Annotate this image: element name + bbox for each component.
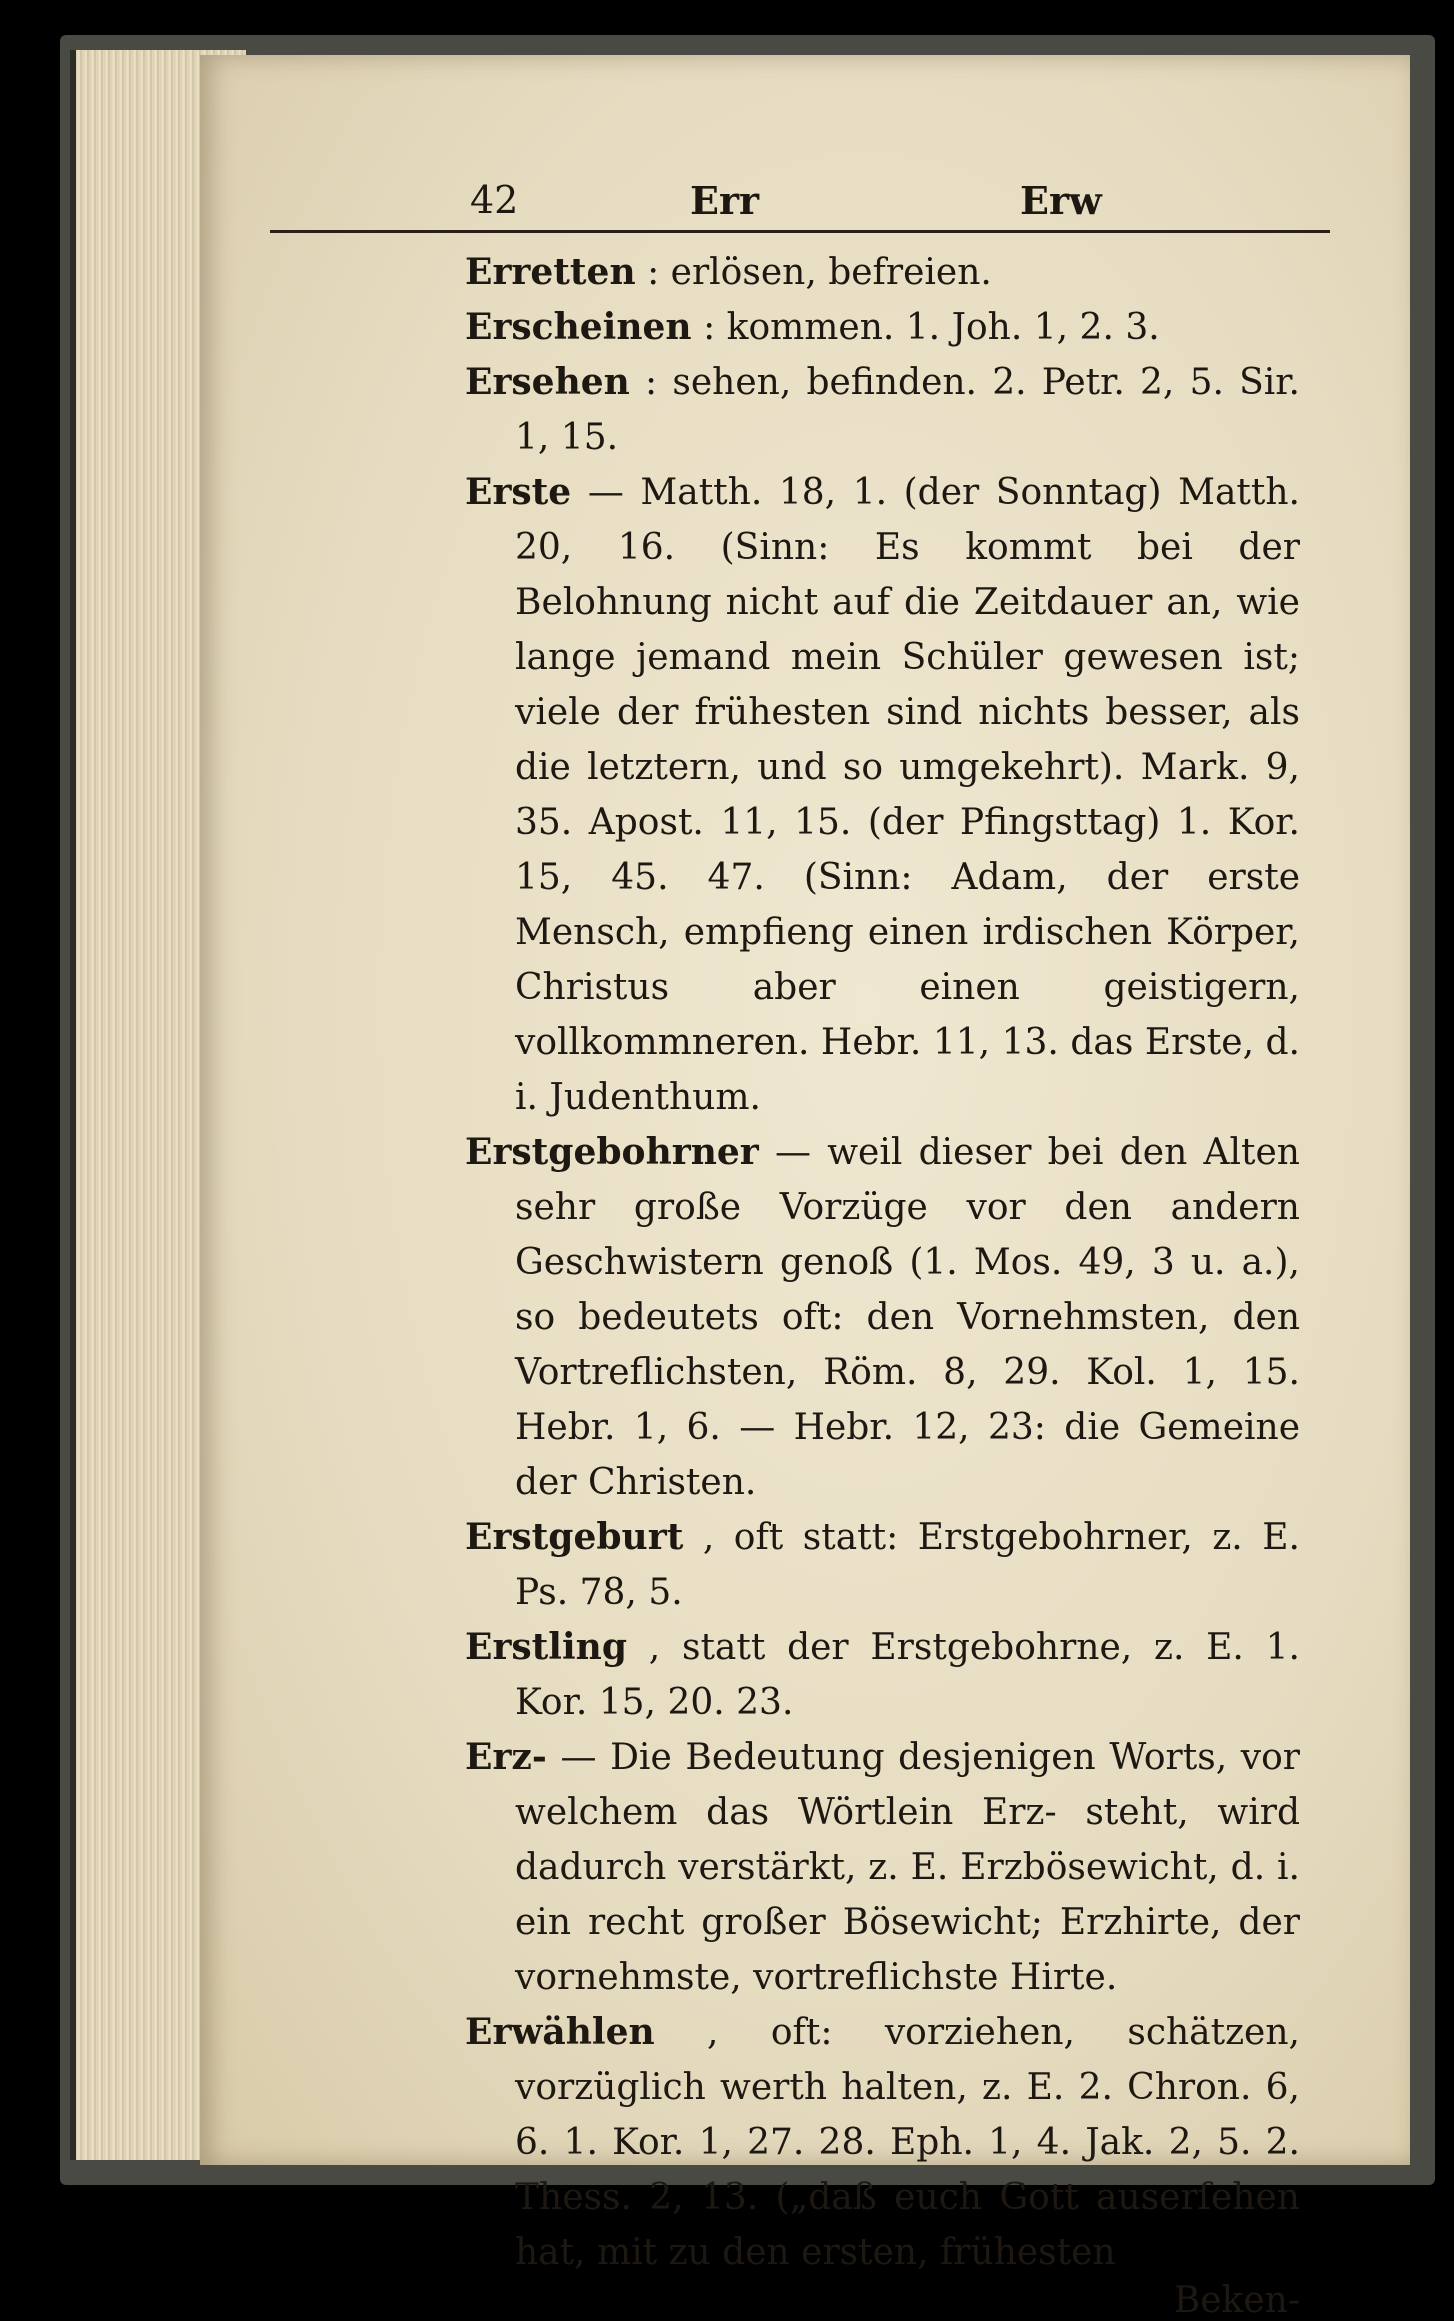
left-catchword: Err [690,178,760,223]
catchword: Beken- [1173,2280,1300,2321]
entry-headword: Erste [465,471,572,513]
entry-headword: Erwählen [465,2011,655,2053]
entry-text: , oft: vorziehen, schätzen, vorzüglich werth halten, z. E. 2. Chron. 6, 6. 1. Kor. 1, 27. 28. Eph. 1, 4. Jak. 2, 5. 2. Thess. 2, 13. („daß euch Gott auserſehen hat, mit zu den ersten, frühesten [515,2012,1300,2273]
dictionary-entry [465,2005,1300,2280]
entry-headword: Erretten [465,251,636,293]
dictionary-entry [465,245,1300,300]
dictionary-entry [465,1125,1300,1510]
dictionary-entry [465,1510,1300,1620]
entry-headword: Erstling [465,1626,627,1668]
page-text [270,170,1330,2321]
entry-text: — Matth. 18, 1. (der Sonntag) Matth. 20, 16. (Sinn: Es kommt bei der Belohnung nicht auf die Zeitdauer an, wie lange jemand mein Schüler gewesen ist; viele der frühesten sind nichts besser, als die letztern, und so umgekehrt). Mark. 9, 35. Apost. 11, 15. (der Pfingsttag) 1. Kor. 15, 45. 47. (Sinn: Adam, der erste Mensch, empfieng einen irdischen Körper, Christus aber einen geistigern, vollkommneren. Hebr. 11, 13. das Erste, d. i. Judenthum. [515,472,1300,1118]
right-catchword: Erw [1020,178,1102,223]
page-number: 42 [470,178,519,222]
dictionary-entry [465,300,1300,355]
entry-text: — Die Bedeutung desjenigen Worts, vor welchem das Wörtlein Erz- steht, wird dadurch verstärkt, z. E. Erzbösewicht, d. i. ein recht großer Bösewicht; Erzhirte, der vornehmste, vortreflichste Hirte. [515,1737,1300,1998]
entry-text: , oft statt: Erstgebohrner, z. E. Ps. 78, 5. [515,1517,1300,1613]
running-header [270,170,1330,233]
dictionary-entry [465,1620,1300,1730]
entry-text: : kommen. 1. Joh. 1, 2. 3. [703,307,1160,348]
entry-headword: Ersehen [465,361,630,403]
dictionary-entry [465,355,1300,465]
entry-headword: Erstgeburt [465,1516,684,1558]
entry-text: : sehen, befinden. 2. Petr. 2, 5. Sir. 1, 15. [515,362,1300,458]
entry-text: , statt der Erstgebohrne, z. E. 1. Kor. 15, 20. 23. [515,1627,1300,1723]
entry-text: — weil dieser bei den Alten sehr große Vorzüge vor den andern Geschwistern genoß (1. Mos. 49, 3 u. a.), so bedeutets oft: den Vornehmsten, den Vortreflichsten, Röm. 8, 29. Kol. 1, 15. Hebr. 1, 6. — Hebr. 12, 23: die Gemeine der Christen. [515,1132,1300,1503]
entry-headword: Erstgebohrner [465,1131,759,1173]
entry-headword: Erscheinen [465,306,692,348]
entry-headword: Erz- [465,1736,547,1778]
dictionary-entry [465,1730,1300,2005]
entry-text: : erlösen, befreien. [647,252,992,293]
dictionary-entry [465,465,1300,1125]
dictionary-entries [270,245,1300,2280]
